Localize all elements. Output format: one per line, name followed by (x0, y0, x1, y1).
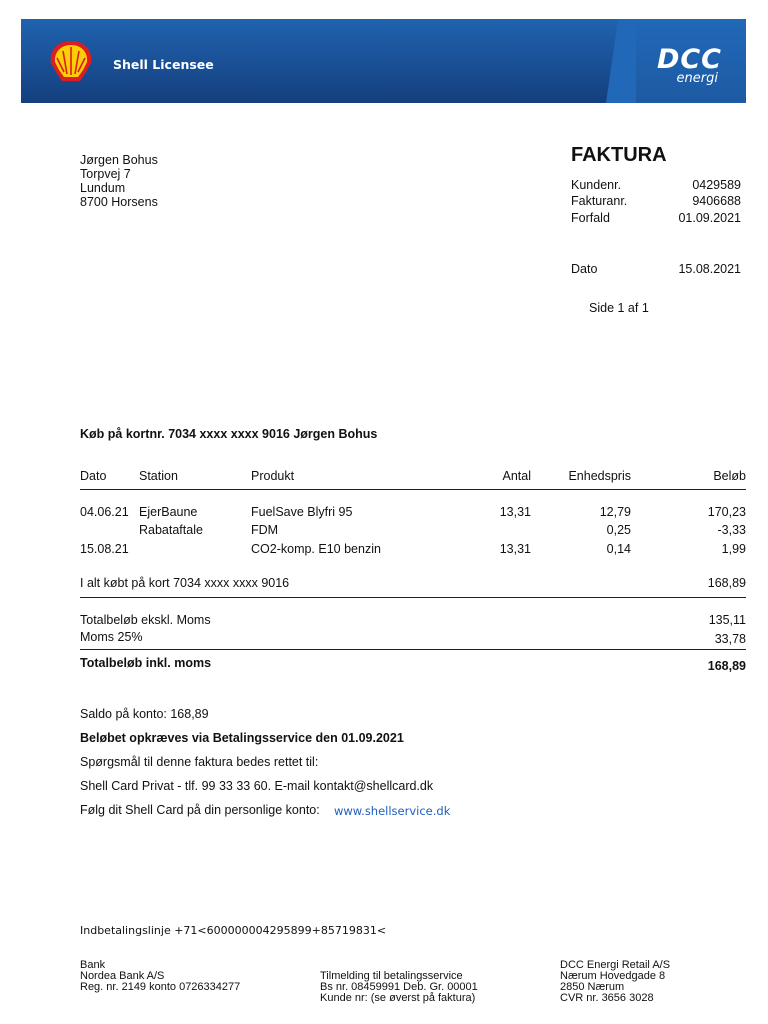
row-unit-price: 0,14 (606, 542, 631, 556)
card-total-divider (80, 597, 746, 598)
customer-street: Torpvej 7 (80, 167, 131, 181)
col-header-station: Station (139, 469, 178, 483)
invoice-date: 15.08.2021 (678, 262, 741, 276)
col-header-qty: Antal (502, 469, 531, 483)
col-header-unit-price: Enhedspris (568, 469, 631, 483)
row-station: EjerBaune (139, 505, 198, 519)
footer-bs-label: Tilmelding til betalingsservice (320, 970, 463, 982)
total-excl-vat: 135,11 (708, 613, 746, 627)
invoice-date-label: Dato (571, 262, 598, 276)
row-qty: 13,31 (499, 505, 531, 519)
row-amount: 170,23 (707, 505, 746, 519)
invoice-title: FAKTURA (571, 144, 667, 166)
row-product: FDM (251, 523, 279, 537)
row-unit-price: 0,25 (606, 523, 631, 537)
contact-text: Shell Card Privat - tlf. 99 33 33 60. E-mail kontakt@shellcard.dk (80, 779, 434, 793)
row-product: CO2-komp. E10 benzin (251, 542, 381, 556)
page-indicator: Side 1 af 1 (589, 301, 649, 315)
footer-bank-name: Nordea Bank A/S (80, 970, 165, 982)
col-header-amount: Beløb (713, 469, 746, 483)
dcc-logo: DCC (656, 44, 722, 75)
vat-amount: 33,78 (714, 632, 746, 646)
dcc-energi-label: energi (676, 71, 718, 86)
row-qty: 13,31 (499, 542, 531, 556)
vat-label: Moms 25% (80, 630, 143, 644)
table-header-divider (80, 489, 746, 490)
footer-bank-label: Bank (80, 959, 106, 971)
customer-city: 8700 Horsens (80, 195, 158, 209)
row-unit-price: 12,79 (599, 505, 631, 519)
row-date: 15.08.21 (80, 542, 129, 556)
shell-licensee-label: Shell Licensee (113, 57, 214, 72)
footer-company-city: 2850 Nærum (560, 981, 625, 993)
row-date: 04.06.21 (80, 505, 129, 519)
row-amount: -3,33 (717, 523, 746, 537)
footer-company-name: DCC Energi Retail A/S (560, 959, 671, 971)
card-total: 168,89 (707, 576, 746, 590)
footer-bank-account: Reg. nr. 2149 konto 0726334277 (80, 981, 241, 993)
due-date-label: Forfald (571, 211, 610, 225)
payment-notice: Beløbet opkræves via Betalingsservice den 01.09.2021 (80, 731, 404, 745)
customer-number-label: Kundenr. (571, 178, 622, 192)
footer-bs-customer: Kunde nr: (se øverst på faktura) (320, 992, 476, 1004)
payment-line: Indbetalingslinje +71<600000004295899+85719831< (80, 924, 387, 937)
col-header-date: Dato (80, 469, 107, 483)
footer-company-cvr: CVR nr. 3656 3028 (560, 992, 654, 1004)
purchase-title: Køb på kortnr. 7034 xxxx xxxx 9016 Jørgen Bohus (80, 427, 378, 441)
due-date: 01.09.2021 (678, 211, 741, 225)
footer-company-street: Nærum Hovedgade 8 (560, 970, 666, 982)
total-incl-vat-label: Totalbeløb inkl. moms (80, 656, 212, 670)
banner-divider (606, 19, 636, 103)
total-excl-vat-label: Totalbeløb ekskl. Moms (80, 613, 211, 627)
questions-text: Spørgsmål til denne faktura bedes rettet til: (80, 755, 319, 769)
customer-name: Jørgen Bohus (80, 153, 158, 167)
shell-logo-icon (47, 39, 95, 83)
total-incl-vat: 168,89 (707, 659, 746, 673)
invoice-number-label: Fakturanr. (571, 194, 628, 208)
row-product: FuelSave Blyfri 95 (251, 505, 353, 519)
header-banner (21, 19, 746, 103)
shellservice-link[interactable]: www.shellservice.dk (334, 804, 451, 818)
account-balance: Saldo på konto: 168,89 (80, 707, 209, 721)
customer-area: Lundum (80, 181, 126, 195)
follow-text: Følg dit Shell Card på din personlige konto: (80, 803, 320, 817)
footer-bs-number: Bs nr. 08459991 Deb. Gr. 00001 (320, 981, 478, 993)
totals-divider (80, 649, 746, 650)
card-total-label: I alt købt på kort 7034 xxxx xxxx 9016 (80, 576, 290, 590)
invoice-number: 9406688 (692, 194, 741, 208)
row-station: Rabataftale (139, 523, 203, 537)
row-amount: 1,99 (721, 542, 746, 556)
col-header-product: Produkt (251, 469, 295, 483)
customer-number: 0429589 (692, 178, 741, 192)
